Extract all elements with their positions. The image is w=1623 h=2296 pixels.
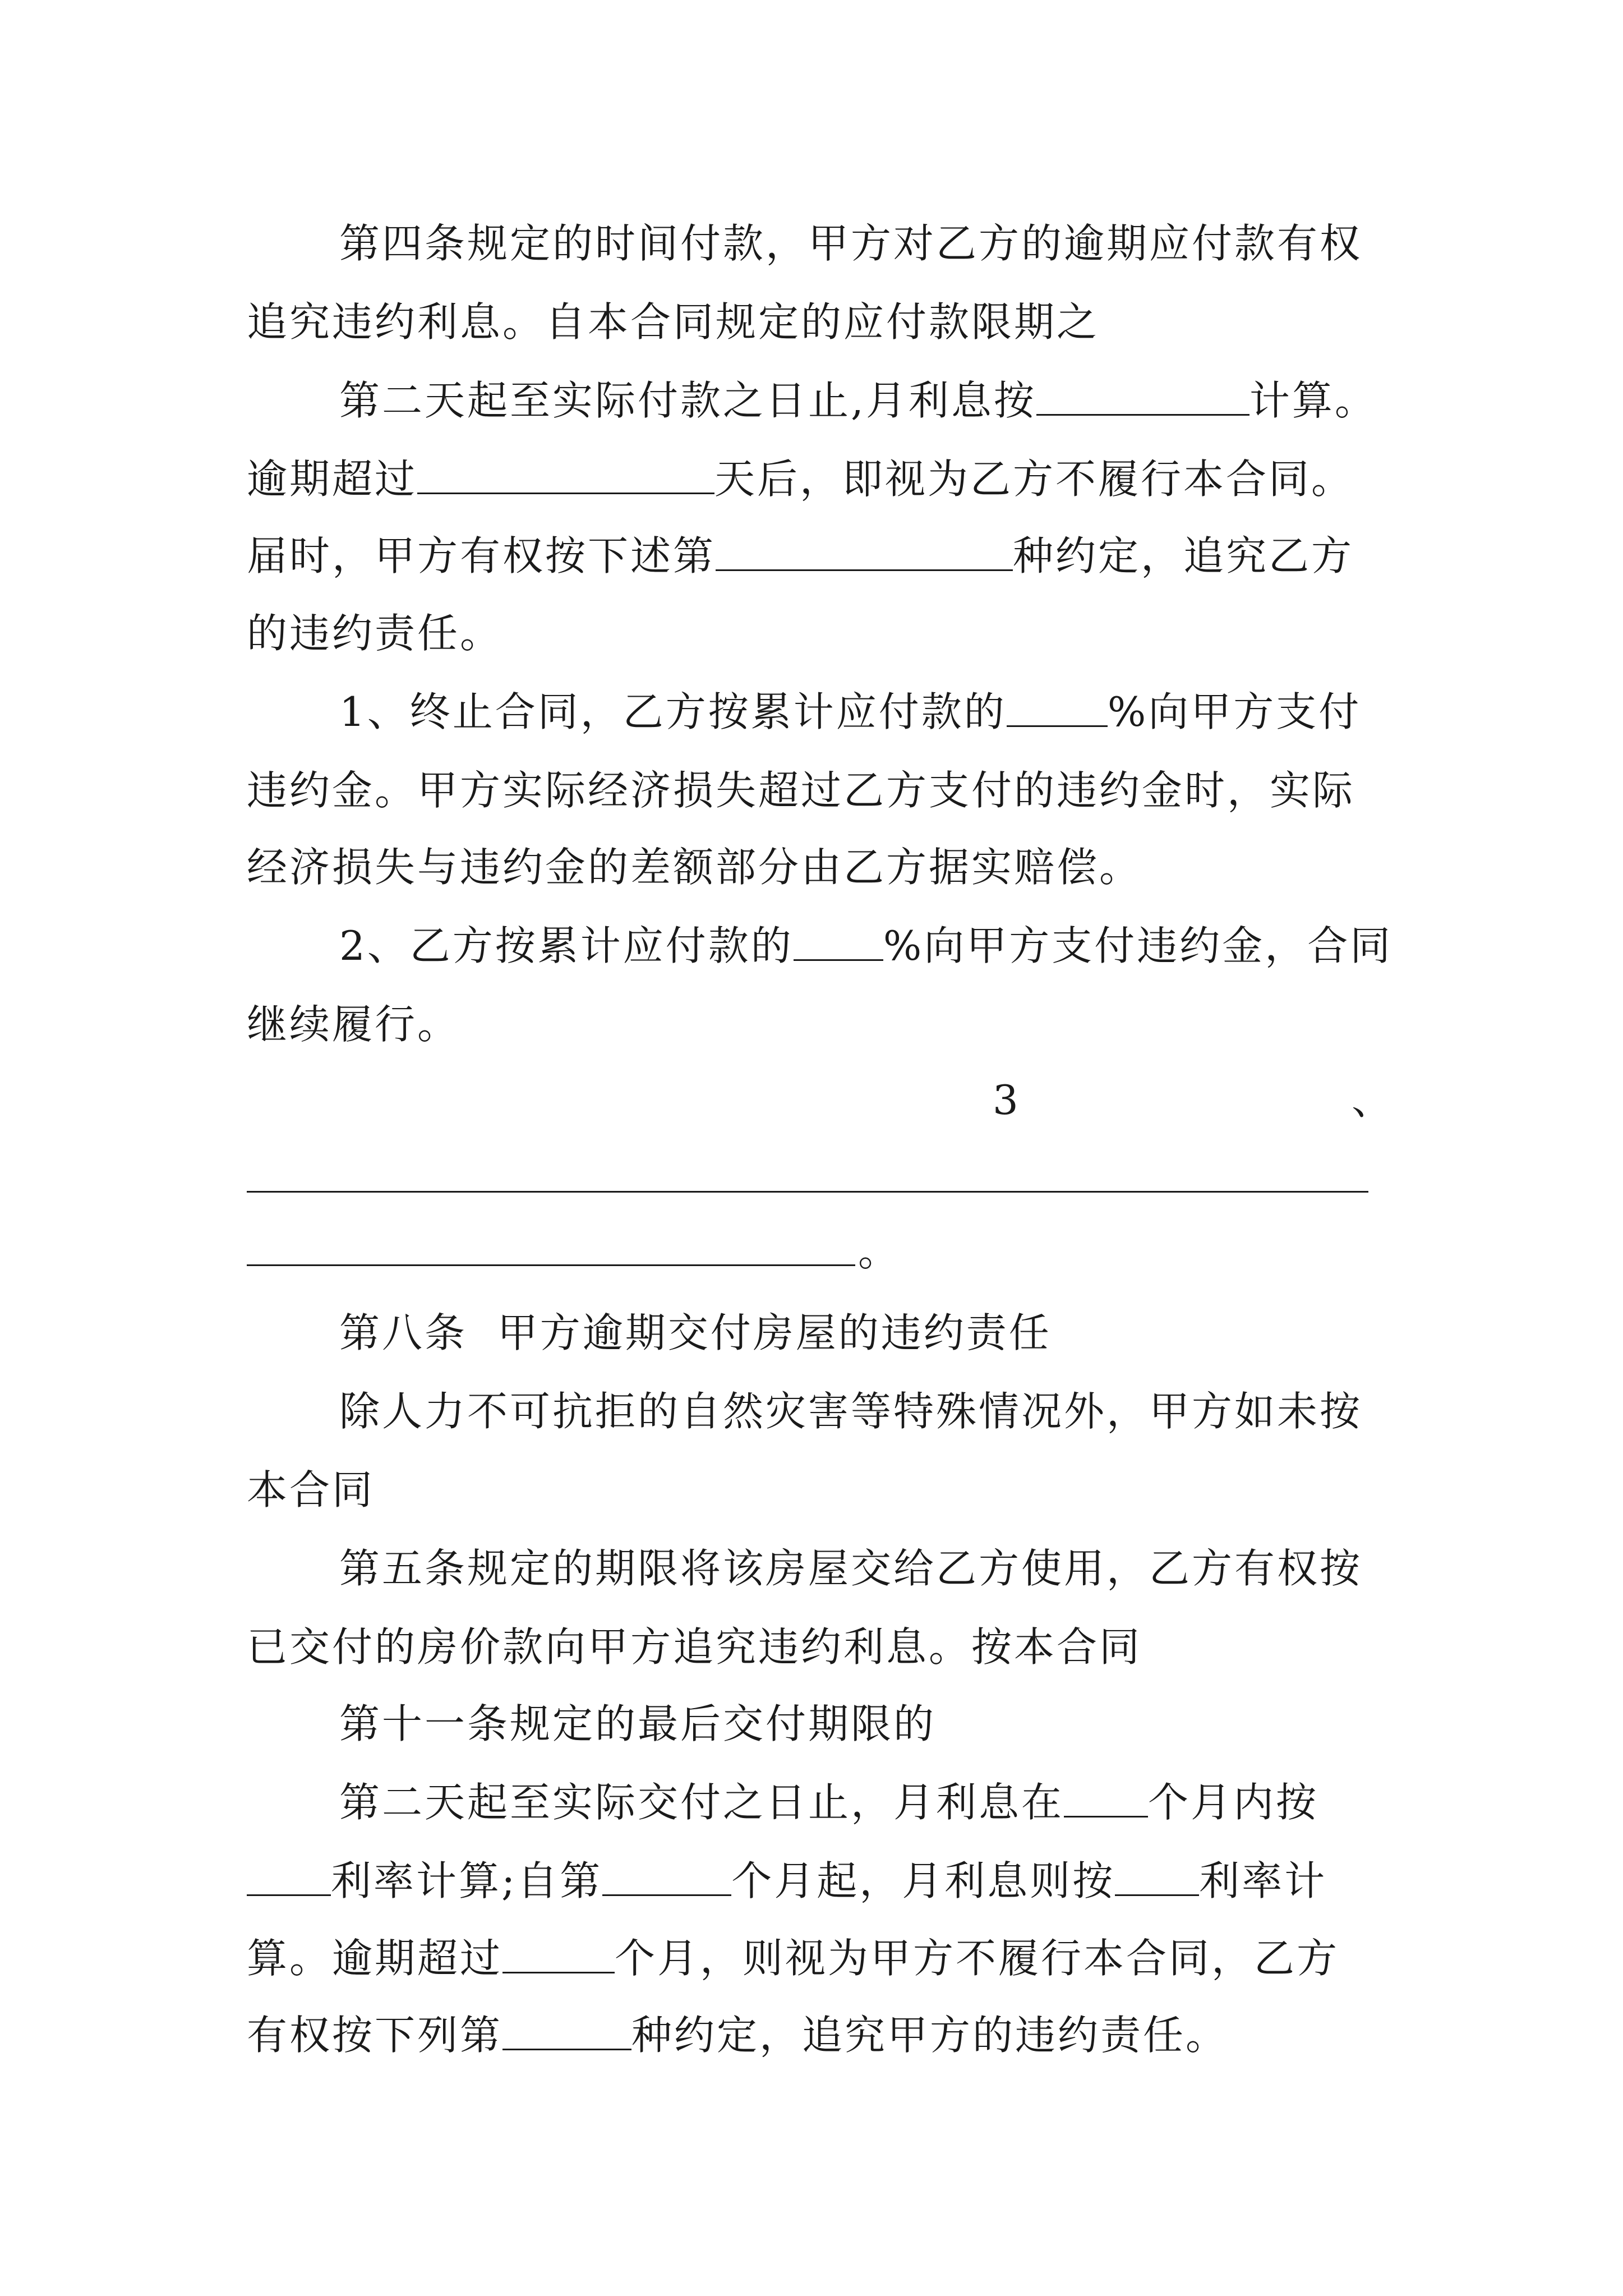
text: 除人力不可抗拒的自然灾害等特殊情况外，甲方如未按 [339, 1388, 1363, 1435]
article-heading [339, 1309, 1394, 1356]
fill-blank [1007, 692, 1108, 727]
text: 第五条规定的期限将该房屋交给乙方使用，乙方有权按 [339, 1545, 1363, 1592]
text: 计算。 [1249, 377, 1377, 424]
text: 天后，即视为乙方不履行本合同。 [714, 455, 1354, 503]
text: 的违约责任。 [247, 610, 503, 657]
period: 。 [858, 1228, 899, 1275]
fill-blank [1064, 1782, 1148, 1818]
text: 第四条规定的时间付款，甲方对乙方的逾期应付款有权 [339, 220, 1363, 267]
paragraph-line [339, 688, 1394, 735]
fill-blank [716, 536, 1013, 571]
paragraph-line [247, 1466, 1391, 1513]
text: 第十一条规定的最后交付期限的 [339, 1700, 937, 1747]
fill-blank [794, 926, 883, 961]
fill-blank [502, 2015, 631, 2050]
paragraph-line [339, 1779, 1394, 1826]
text: 个月，则视为甲方不履行本合同，乙方 [615, 1935, 1340, 1982]
text: 个月起，月利息则按 [731, 1857, 1115, 1904]
paragraph-line [339, 1700, 1394, 1747]
text: %向甲方支付 [1107, 688, 1362, 735]
fill-blank [1036, 380, 1249, 416]
text: 届时，甲方有权按下述第 [247, 532, 716, 579]
paragraph-line [247, 1857, 1391, 1904]
item-number: 3 [993, 1076, 1018, 1124]
text: 种约定，追究乙方 [1013, 532, 1354, 579]
blank-rule [247, 1264, 855, 1266]
blank-rule [247, 1191, 1368, 1193]
paragraph-line [247, 610, 1391, 657]
fill-blank [417, 459, 714, 494]
paragraph-line [339, 377, 1394, 424]
item-mark: 、 [1352, 1076, 1393, 1124]
paragraph-line [339, 1545, 1394, 1592]
paragraph-line [247, 767, 1391, 814]
text: 第二天起至实际付款之日止,月利息按 [339, 377, 1036, 424]
fill-blank [247, 1861, 331, 1896]
text: 继续履行。 [247, 1001, 460, 1048]
text: 利率计算;自第 [331, 1857, 603, 1904]
paragraph-line [247, 1001, 1391, 1048]
text: 违约金。甲方实际经济损失超过乙方支付的违约金时，实际 [247, 767, 1355, 814]
paragraph-line [247, 455, 1391, 503]
text: 经济损失与违约金的差额部分由乙方据实赔偿。 [247, 844, 1142, 891]
fill-blank [1115, 1861, 1199, 1896]
text: 算。逾期超过 [247, 1935, 503, 1982]
text: %向甲方支付违约金，合同 [883, 922, 1393, 969]
text: 本合同 [247, 1466, 375, 1513]
paragraph-line [339, 1388, 1394, 1435]
fill-blank [502, 1938, 615, 1973]
text: 1、终止合同，乙方按累计应付款的 [339, 688, 1007, 735]
text: 追究违约利息。自本合同规定的应付款限期之 [247, 298, 1100, 346]
text: 2、乙方按累计应付款的 [339, 922, 794, 969]
paragraph-line [247, 1623, 1391, 1671]
paragraph-line [247, 2012, 1391, 2059]
paragraph-line [247, 532, 1391, 579]
paragraph-line [247, 844, 1391, 891]
text: 种约定，追究甲方的违约责任。 [631, 2012, 1229, 2059]
text: 第二天起至实际交付之日止，月利息在 [339, 1779, 1064, 1826]
text: 个月内按 [1148, 1779, 1319, 1826]
text: 有权按下列第 [247, 2012, 503, 2059]
paragraph-line [339, 220, 1394, 267]
text: 利率计 [1199, 1857, 1327, 1904]
paragraph-line [247, 298, 1391, 346]
fill-blank [602, 1861, 731, 1896]
text: 已交付的房价款向甲方追究违约利息。按本合同 [247, 1623, 1142, 1671]
paragraph-line [339, 922, 1394, 969]
text: 第八条 甲方逾期交付房屋的违约责任 [339, 1309, 1052, 1356]
text: 逾期超过 [247, 455, 418, 503]
paragraph-line [247, 1935, 1391, 1982]
